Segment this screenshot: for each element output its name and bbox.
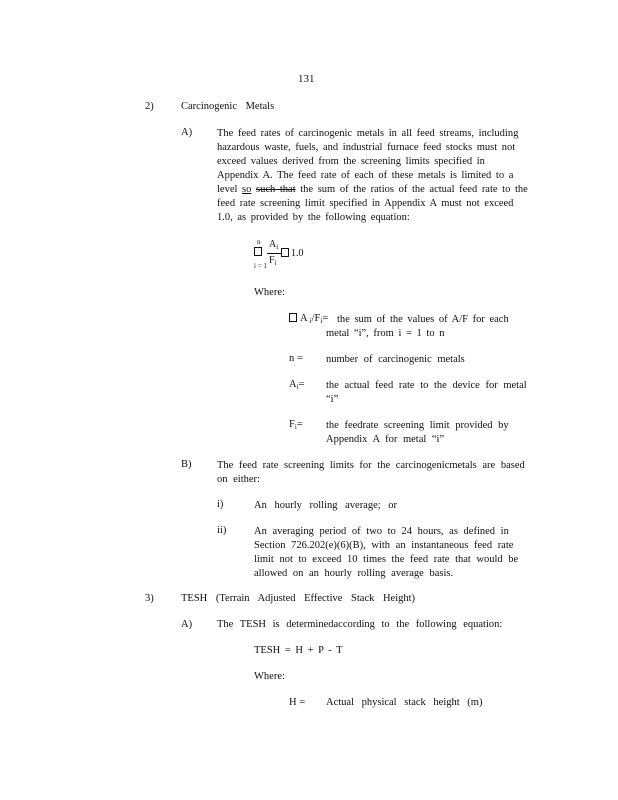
section-2b-label: B) — [181, 459, 192, 470]
definition-term: $F_i=$ — [289, 419, 303, 431]
paragraph-line: exceed values derived from the screening limits specified in — [217, 156, 485, 167]
section-2b-paragraph: The feed rate screening limits for the carcinogenicmetals are based on either: — [217, 460, 525, 485]
definition-text: the actual feed rate to the device for metal “i” — [326, 380, 527, 405]
list-item-label: ii) — [217, 525, 227, 536]
definition-text: number of carcinogenic metals — [326, 354, 465, 365]
struck-text: such that — [256, 184, 296, 195]
fraction-numerator: $A_i$ — [269, 239, 279, 251]
inserted-text: so — [242, 184, 252, 195]
definition-term: n = — [289, 353, 303, 364]
paragraph-line: Appendix A. The feed rate of each of these metals is limited to a — [217, 170, 514, 181]
where-label: Where: — [254, 671, 285, 682]
section-3-number: 3) — [145, 593, 154, 604]
paragraph-line: hazardous waste, fuels, and industrial furnace feed stocks must not — [217, 142, 516, 153]
equation-limit-value: 1.0 — [291, 248, 304, 259]
definition-text: Actual physical stack height (m) — [326, 697, 483, 708]
section-2-title: Carcinogenic Metals — [181, 101, 275, 112]
amended-prefix: level — [217, 184, 238, 195]
paragraph-line-amended — [217, 183, 528, 197]
definition-text: the feedrate screening limit provided by Appendix A for metal “i” — [326, 420, 509, 445]
sum-upper-limit: n — [257, 238, 261, 246]
amended-rest: the sum of the ratios of the actual feed rate to the — [300, 184, 528, 195]
paragraph-line: feed rate screening limit specified in Appendix A must not exceed — [217, 198, 514, 209]
list-item-text: An hourly rolling average; or — [254, 500, 398, 511]
section-2a-paragraph — [217, 127, 528, 225]
summation-equation — [253, 238, 313, 272]
page-number: 131 — [298, 73, 315, 85]
paragraph-line: 1.0, as provided by the following equation: — [217, 212, 410, 223]
section-2a-label: A) — [181, 127, 193, 138]
section-3a-text: The TESH is determinedaccording to the following equation: — [217, 619, 503, 630]
list-item-text: An averaging period of two to 24 hours, as defined in Section 726.202(e)(6)(B), with an instantaneous feed rate limit not to exceed 10 times the feed rate that would be allowed on an hourly rolling average basis. — [254, 526, 519, 579]
sum-lower-limit: i = 1 — [254, 262, 267, 270]
section-3a-label: A) — [181, 619, 193, 630]
definition-term: $A_i=$ — [289, 379, 305, 391]
fraction-denominator: $F_i$ — [269, 255, 277, 267]
fraction-bar — [267, 253, 281, 254]
paragraph-line: The feed rates of carcinogenic metals in all feed streams, including — [217, 128, 519, 139]
definition-term: A $_i/F_i=$ — [289, 313, 328, 325]
definition-term: H = — [289, 697, 306, 708]
section-3-title: TESH (Terrain Adjusted Effective Stack Height) — [181, 593, 416, 604]
definition-text: the sum of the values of A/F for each metal “i”, from i = 1 to n — [326, 314, 509, 339]
sum-symbol-icon — [289, 313, 297, 322]
sum-symbol-icon — [254, 247, 265, 258]
list-item-label: i) — [217, 499, 224, 510]
where-label: Where: — [254, 287, 285, 298]
section-2-number: 2) — [145, 101, 154, 112]
tesh-equation: TESH = H + P - T — [254, 645, 343, 656]
